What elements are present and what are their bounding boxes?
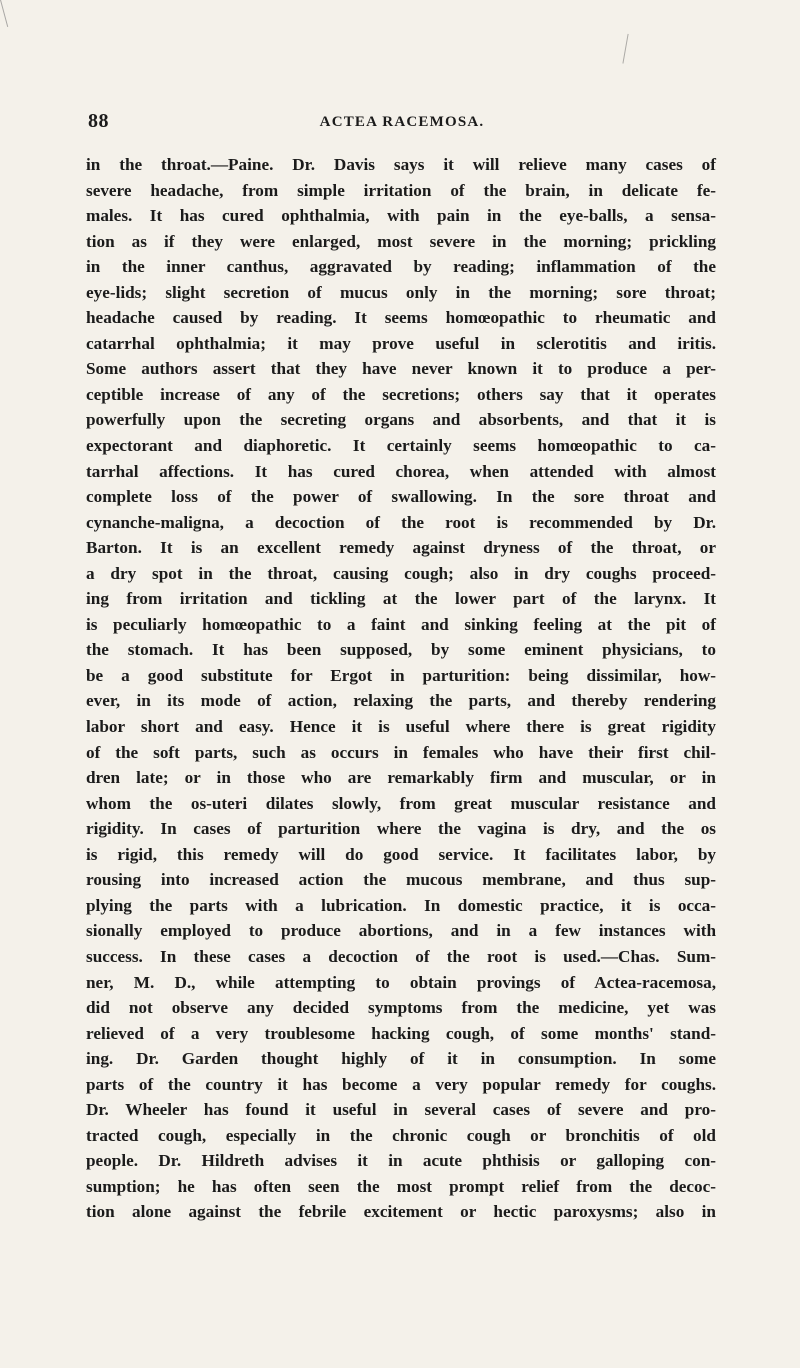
text-line: ner, M. D., while attempting to obtain provings of Actea-racemosa, (86, 972, 716, 992)
text-line: in the inner canthus, aggravated by reading; inflammation of the (86, 257, 716, 277)
text-line: Barton. It is an excellent remedy against dryness of the throat, or (86, 538, 716, 558)
running-title: ACTEA RACEMOSA. (319, 114, 485, 130)
text-line: tion as if they were enlarged, most severe in the morning; prickling (86, 231, 716, 251)
text-line: males. It has cured ophthalmia, with pain in the eye-balls, a sensa- (86, 206, 716, 226)
text-line: did not observe any decided symptoms from the medicine, yet was (86, 998, 716, 1018)
page-header (88, 110, 716, 140)
text-line: tion alone against the febrile excitement or hectic paroxysms; also in (86, 1202, 716, 1222)
text-line: of the soft parts, such as occurs in females who have their first chil- (86, 742, 716, 762)
text-line: the stomach. It has been supposed, by some eminent physicians, to (86, 640, 716, 660)
text-line: tracted cough, especially in the chronic cough or bronchitis of old (86, 1125, 716, 1145)
text-line: tarrhal affections. It has cured chorea, when attended with almost (86, 461, 716, 481)
text-line: headache caused by reading. It seems homœopathic to rheumatic and (86, 308, 716, 328)
page-number: 88 (88, 110, 109, 132)
text-line: sionally employed to produce abortions, and in a few instances with (86, 921, 716, 941)
text-line: complete loss of the power of swallowing. In the sore throat and (86, 487, 716, 507)
text-line: ceptible increase of any of the secretions; others say that it operates (86, 384, 716, 404)
scan-artifact-mark-right (622, 34, 631, 64)
text-line: a dry spot in the throat, causing cough; also in dry coughs proceed- (86, 563, 716, 583)
text-line: relieved of a very troublesome hacking cough, of some months' stand- (86, 1023, 716, 1043)
text-line: dren late; or in those who are remarkably firm and muscular, or in (86, 768, 716, 788)
text-line: whom the os-uteri dilates slowly, from great muscular resistance and (86, 793, 716, 813)
text-line: be a good substitute for Ergot in parturition: being dissimilar, how- (86, 665, 716, 685)
text-line: ing from irritation and tickling at the lower part of the larynx. It (86, 589, 716, 609)
text-line: Dr. Wheeler has found it useful in several cases of severe and pro- (86, 1100, 716, 1120)
text-line: plying the parts with a lubrication. In domestic practice, it is occa- (86, 895, 716, 915)
text-line: sumption; he has often seen the most prompt relief from the decoc- (86, 1176, 716, 1196)
text-line: catarrhal ophthalmia; it may prove useful in sclerotitis and iritis. (86, 333, 716, 353)
text-line: rousing into increased action the mucous membrane, and thus sup- (86, 870, 716, 890)
text-line: rigidity. In cases of parturition where the vagina is dry, and the os (86, 819, 716, 839)
scan-artifact-mark (0, 0, 14, 27)
body-paragraph (86, 152, 716, 1225)
text-line: severe headache, from simple irritation of the brain, in delicate fe- (86, 180, 716, 200)
text-line: success. In these cases a decoction of the root is used.—Chas. Sum- (86, 946, 716, 966)
text-line: in the throat.—Paine. Dr. Davis says it will relieve many cases of (86, 155, 716, 174)
text-line: is rigid, this remedy will do good service. It facilitates labor, by (86, 844, 716, 864)
text-line: labor short and easy. Hence it is useful where there is great rigidity (86, 717, 716, 737)
text-line: eye-lids; slight secretion of mucus only in the morning; sore throat; (86, 282, 716, 302)
text-line: people. Dr. Hildreth advises it in acute phthisis or galloping con- (86, 1151, 716, 1171)
text-line: Some authors assert that they have never known it to produce a per- (86, 359, 716, 379)
text-line: powerfully upon the secreting organs and absorbents, and that it is (86, 410, 716, 430)
text-line: expectorant and diaphoretic. It certainly seems homœopathic to ca- (86, 436, 716, 456)
text-line: ing. Dr. Garden thought highly of it in consumption. In some (86, 1049, 716, 1069)
text-line: is peculiarly homœopathic to a faint and sinking feeling at the pit of (86, 614, 716, 634)
text-line: cynanche-maligna, a decoction of the root is recommended by Dr. (86, 512, 716, 532)
text-line: ever, in its mode of action, relaxing the parts, and thereby rendering (86, 691, 716, 711)
text-line: parts of the country it has become a very popular remedy for coughs. (86, 1074, 716, 1094)
